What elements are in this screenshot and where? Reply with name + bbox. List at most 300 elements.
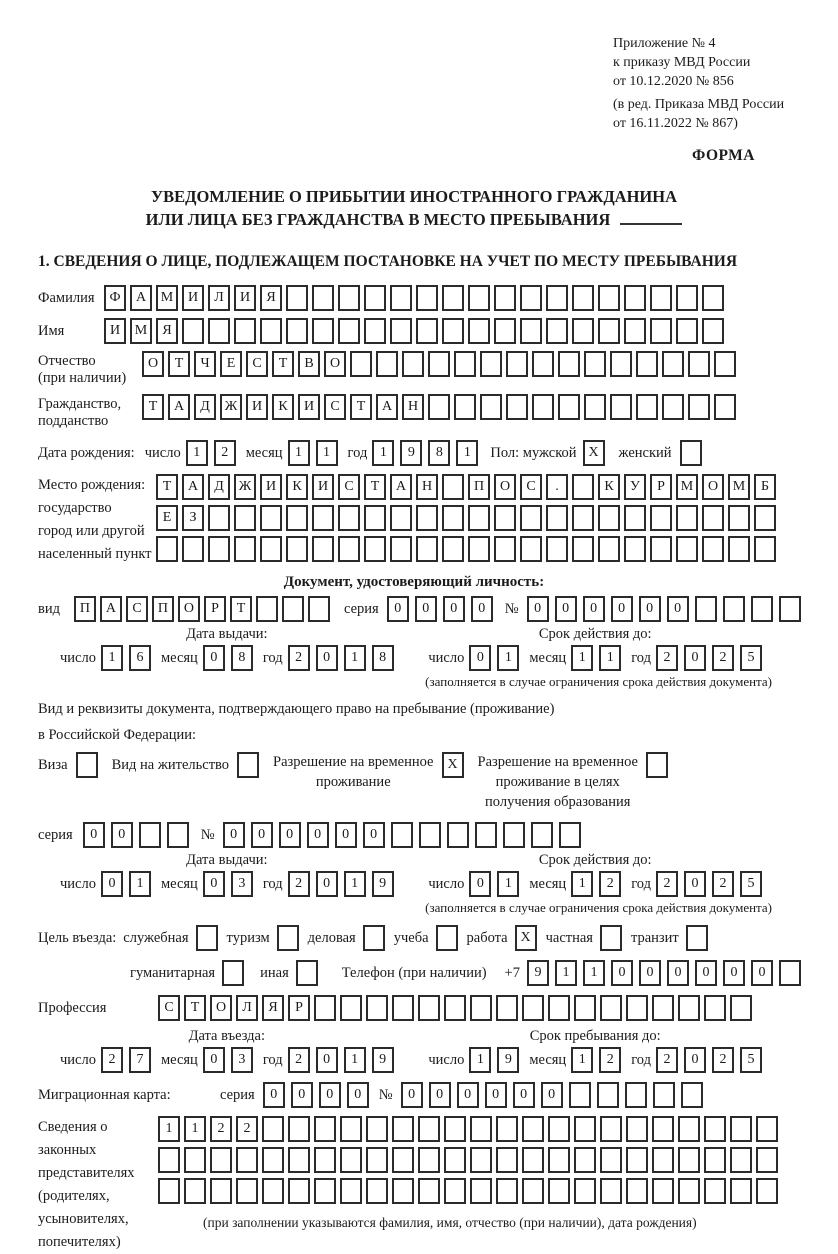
form-cell[interactable] — [338, 505, 360, 531]
form-cell[interactable] — [236, 1178, 258, 1204]
form-cell[interactable]: З — [182, 505, 204, 531]
form-cell[interactable]: Л — [236, 995, 258, 1021]
form-cell[interactable]: 0 — [429, 1082, 451, 1108]
form-cell[interactable]: 8 — [231, 645, 253, 671]
form-cell[interactable]: Ф — [104, 285, 126, 311]
form-cell[interactable] — [600, 1147, 622, 1173]
form-cell[interactable]: Е — [156, 505, 178, 531]
form-cell[interactable]: 1 — [344, 645, 366, 671]
form-cell[interactable] — [650, 505, 672, 531]
form-cell[interactable] — [480, 394, 502, 420]
form-cell[interactable] — [598, 505, 620, 531]
form-cell[interactable] — [625, 1082, 647, 1108]
form-cell[interactable]: Ж — [234, 474, 256, 500]
form-cell[interactable] — [624, 536, 646, 562]
form-cell[interactable]: 1 — [497, 871, 519, 897]
form-cell[interactable]: 0 — [111, 822, 133, 848]
form-cell[interactable] — [364, 318, 386, 344]
form-cell[interactable] — [680, 440, 702, 466]
form-cell[interactable]: 5 — [740, 871, 762, 897]
form-cell[interactable] — [260, 536, 282, 562]
residence-permit-checkbox[interactable] — [237, 752, 259, 778]
form-cell[interactable] — [652, 1147, 674, 1173]
form-cell[interactable]: Д — [194, 394, 216, 420]
form-cell[interactable] — [338, 318, 360, 344]
form-cell[interactable] — [350, 351, 372, 377]
form-cell[interactable]: 0 — [667, 960, 689, 986]
form-cell[interactable] — [167, 822, 189, 848]
form-cell[interactable] — [286, 285, 308, 311]
form-cell[interactable]: Я — [260, 285, 282, 311]
form-cell[interactable] — [522, 1116, 544, 1142]
form-cell[interactable]: В — [298, 351, 320, 377]
form-cell[interactable] — [390, 505, 412, 531]
form-cell[interactable] — [558, 394, 580, 420]
form-cell[interactable]: 0 — [279, 822, 301, 848]
form-cell[interactable]: 1 — [571, 871, 593, 897]
form-cell[interactable]: X — [583, 440, 605, 466]
form-cell[interactable]: 2 — [236, 1116, 258, 1142]
form-cell[interactable] — [442, 505, 464, 531]
form-cell[interactable] — [584, 394, 606, 420]
form-cell[interactable]: 5 — [740, 645, 762, 671]
form-cell[interactable] — [548, 1178, 570, 1204]
form-cell[interactable]: 0 — [316, 645, 338, 671]
form-cell[interactable] — [624, 285, 646, 311]
form-cell[interactable] — [676, 536, 698, 562]
form-cell[interactable] — [416, 536, 438, 562]
temp-residence-permit-checkbox[interactable] — [442, 752, 464, 778]
form-cell[interactable]: 0 — [611, 596, 633, 622]
form-cell[interactable] — [546, 536, 568, 562]
form-cell[interactable] — [600, 1178, 622, 1204]
form-cell[interactable]: О — [324, 351, 346, 377]
form-cell[interactable] — [340, 1178, 362, 1204]
form-cell[interactable] — [338, 536, 360, 562]
form-cell[interactable] — [520, 536, 542, 562]
form-cell[interactable]: О — [494, 474, 516, 500]
form-cell[interactable] — [506, 351, 528, 377]
form-cell[interactable] — [730, 995, 752, 1021]
form-cell[interactable]: 0 — [751, 960, 773, 986]
form-cell[interactable] — [468, 536, 490, 562]
form-cell[interactable] — [416, 505, 438, 531]
form-cell[interactable] — [662, 394, 684, 420]
form-cell[interactable]: 0 — [611, 960, 633, 986]
form-cell[interactable] — [494, 536, 516, 562]
form-cell[interactable]: Д — [208, 474, 230, 500]
form-cell[interactable] — [624, 318, 646, 344]
form-cell[interactable] — [522, 1178, 544, 1204]
form-cell[interactable] — [686, 925, 708, 951]
form-cell[interactable]: 0 — [469, 645, 491, 671]
form-cell[interactable]: А — [168, 394, 190, 420]
form-cell[interactable] — [76, 752, 98, 778]
form-cell[interactable]: 0 — [83, 822, 105, 848]
form-cell[interactable] — [494, 318, 516, 344]
form-cell[interactable] — [340, 1147, 362, 1173]
form-cell[interactable]: 1 — [497, 645, 519, 671]
form-cell[interactable]: Т — [364, 474, 386, 500]
edu-residence-permit-checkbox[interactable] — [646, 752, 668, 778]
form-cell[interactable] — [237, 752, 259, 778]
form-cell[interactable] — [496, 1147, 518, 1173]
form-cell[interactable]: 1 — [469, 1047, 491, 1073]
form-cell[interactable] — [312, 505, 334, 531]
form-cell[interactable] — [234, 318, 256, 344]
form-cell[interactable] — [650, 318, 672, 344]
form-cell[interactable] — [210, 1147, 232, 1173]
form-cell[interactable] — [468, 505, 490, 531]
form-cell[interactable]: 2 — [288, 871, 310, 897]
form-cell[interactable] — [522, 1147, 544, 1173]
form-cell[interactable]: И — [260, 474, 282, 500]
form-cell[interactable]: Б — [754, 474, 776, 500]
form-cell[interactable] — [676, 505, 698, 531]
form-cell[interactable] — [688, 394, 710, 420]
form-cell[interactable] — [454, 351, 476, 377]
form-cell[interactable] — [584, 351, 606, 377]
form-cell[interactable]: 9 — [497, 1047, 519, 1073]
form-cell[interactable]: С — [246, 351, 268, 377]
form-cell[interactable] — [338, 285, 360, 311]
form-cell[interactable]: 1 — [555, 960, 577, 986]
form-cell[interactable] — [548, 995, 570, 1021]
form-cell[interactable] — [468, 285, 490, 311]
form-cell[interactable] — [653, 1082, 675, 1108]
form-cell[interactable]: 2 — [656, 871, 678, 897]
form-cell[interactable] — [704, 1178, 726, 1204]
form-cell[interactable] — [418, 1116, 440, 1142]
form-cell[interactable]: 0 — [469, 871, 491, 897]
form-cell[interactable]: 0 — [684, 645, 706, 671]
form-cell[interactable] — [702, 285, 724, 311]
form-cell[interactable] — [475, 822, 497, 848]
form-cell[interactable]: П — [468, 474, 490, 500]
form-cell[interactable] — [756, 1178, 778, 1204]
purpose-transit-checkbox[interactable] — [686, 925, 708, 951]
form-cell[interactable] — [532, 394, 554, 420]
form-cell[interactable]: М — [728, 474, 750, 500]
form-cell[interactable] — [390, 536, 412, 562]
form-cell[interactable]: А — [130, 285, 152, 311]
form-cell[interactable]: 0 — [203, 645, 225, 671]
purpose-tourism-checkbox[interactable] — [277, 925, 299, 951]
form-cell[interactable] — [520, 318, 542, 344]
form-cell[interactable] — [714, 394, 736, 420]
form-cell[interactable] — [626, 1178, 648, 1204]
form-cell[interactable]: 2 — [101, 1047, 123, 1073]
form-cell[interactable]: М — [156, 285, 178, 311]
form-cell[interactable] — [364, 536, 386, 562]
form-cell[interactable]: 1 — [316, 440, 338, 466]
form-cell[interactable] — [262, 1147, 284, 1173]
form-cell[interactable]: 2 — [210, 1116, 232, 1142]
form-cell[interactable] — [288, 1147, 310, 1173]
form-cell[interactable] — [340, 1116, 362, 1142]
form-cell[interactable]: 2 — [599, 871, 621, 897]
form-cell[interactable]: И — [298, 394, 320, 420]
form-cell[interactable] — [598, 285, 620, 311]
form-cell[interactable]: И — [182, 285, 204, 311]
form-cell[interactable]: Я — [262, 995, 284, 1021]
form-cell[interactable]: А — [182, 474, 204, 500]
form-cell[interactable] — [158, 1147, 180, 1173]
form-cell[interactable]: . — [546, 474, 568, 500]
form-cell[interactable] — [754, 505, 776, 531]
form-cell[interactable] — [779, 960, 801, 986]
form-cell[interactable]: Н — [402, 394, 424, 420]
form-cell[interactable]: X — [515, 925, 537, 951]
form-cell[interactable] — [626, 1116, 648, 1142]
form-cell[interactable]: С — [338, 474, 360, 500]
form-cell[interactable]: 9 — [527, 960, 549, 986]
form-cell[interactable]: 2 — [656, 1047, 678, 1073]
form-cell[interactable] — [546, 318, 568, 344]
form-cell[interactable]: 0 — [401, 1082, 423, 1108]
form-cell[interactable] — [470, 995, 492, 1021]
form-cell[interactable]: 0 — [695, 960, 717, 986]
form-cell[interactable] — [256, 596, 278, 622]
form-cell[interactable] — [182, 318, 204, 344]
form-cell[interactable] — [314, 1147, 336, 1173]
form-cell[interactable] — [636, 351, 658, 377]
form-cell[interactable] — [662, 351, 684, 377]
form-cell[interactable]: 2 — [214, 440, 236, 466]
form-cell[interactable]: 0 — [223, 822, 245, 848]
form-cell[interactable]: О — [210, 995, 232, 1021]
form-cell[interactable]: 1 — [129, 871, 151, 897]
form-cell[interactable] — [676, 318, 698, 344]
form-cell[interactable]: 8 — [372, 645, 394, 671]
form-cell[interactable] — [652, 995, 674, 1021]
form-cell[interactable]: Т — [230, 596, 252, 622]
form-cell[interactable] — [610, 351, 632, 377]
form-cell[interactable]: А — [376, 394, 398, 420]
form-cell[interactable]: О — [702, 474, 724, 500]
form-cell[interactable]: 0 — [639, 596, 661, 622]
form-cell[interactable] — [546, 505, 568, 531]
form-cell[interactable]: 3 — [231, 871, 253, 897]
form-cell[interactable] — [312, 318, 334, 344]
form-cell[interactable]: Л — [208, 285, 230, 311]
form-cell[interactable]: 0 — [443, 596, 465, 622]
form-cell[interactable]: П — [152, 596, 174, 622]
form-cell[interactable] — [532, 351, 554, 377]
form-cell[interactable]: 0 — [639, 960, 661, 986]
form-cell[interactable]: П — [74, 596, 96, 622]
form-cell[interactable] — [260, 318, 282, 344]
form-cell[interactable]: 0 — [263, 1082, 285, 1108]
purpose-business-checkbox[interactable] — [363, 925, 385, 951]
form-cell[interactable] — [442, 536, 464, 562]
form-cell[interactable] — [468, 318, 490, 344]
form-cell[interactable] — [494, 285, 516, 311]
form-cell[interactable]: С — [520, 474, 542, 500]
form-cell[interactable]: 2 — [288, 1047, 310, 1073]
form-cell[interactable]: Т — [184, 995, 206, 1021]
form-cell[interactable] — [366, 1147, 388, 1173]
form-cell[interactable] — [756, 1147, 778, 1173]
form-cell[interactable]: X — [442, 752, 464, 778]
form-cell[interactable]: К — [272, 394, 294, 420]
form-cell[interactable] — [156, 536, 178, 562]
form-cell[interactable] — [286, 318, 308, 344]
form-cell[interactable] — [470, 1178, 492, 1204]
form-cell[interactable]: 1 — [571, 645, 593, 671]
form-cell[interactable] — [392, 1147, 414, 1173]
form-cell[interactable] — [574, 1178, 596, 1204]
purpose-humanitarian-checkbox[interactable] — [222, 960, 244, 986]
form-cell[interactable]: 1 — [571, 1047, 593, 1073]
form-cell[interactable] — [418, 1178, 440, 1204]
form-cell[interactable] — [730, 1116, 752, 1142]
form-cell[interactable]: 1 — [101, 645, 123, 671]
form-cell[interactable] — [418, 995, 440, 1021]
form-cell[interactable]: 0 — [203, 1047, 225, 1073]
form-cell[interactable] — [503, 822, 525, 848]
form-cell[interactable] — [723, 596, 745, 622]
form-cell[interactable] — [569, 1082, 591, 1108]
form-cell[interactable] — [626, 995, 648, 1021]
form-cell[interactable]: М — [130, 318, 152, 344]
form-cell[interactable] — [728, 505, 750, 531]
form-cell[interactable]: 2 — [712, 1047, 734, 1073]
form-cell[interactable]: 0 — [251, 822, 273, 848]
form-cell[interactable] — [222, 960, 244, 986]
form-cell[interactable] — [376, 351, 398, 377]
form-cell[interactable] — [366, 1178, 388, 1204]
form-cell[interactable] — [363, 925, 385, 951]
form-cell[interactable] — [288, 1178, 310, 1204]
form-cell[interactable]: 2 — [599, 1047, 621, 1073]
form-cell[interactable] — [286, 536, 308, 562]
form-cell[interactable] — [208, 318, 230, 344]
form-cell[interactable] — [436, 925, 458, 951]
form-cell[interactable] — [730, 1178, 752, 1204]
form-cell[interactable] — [496, 995, 518, 1021]
form-cell[interactable]: 0 — [485, 1082, 507, 1108]
form-cell[interactable] — [392, 1178, 414, 1204]
form-cell[interactable]: 0 — [415, 596, 437, 622]
form-cell[interactable]: 0 — [347, 1082, 369, 1108]
form-cell[interactable] — [366, 1116, 388, 1142]
form-cell[interactable] — [470, 1116, 492, 1142]
form-cell[interactable] — [442, 318, 464, 344]
form-cell[interactable]: Т — [156, 474, 178, 500]
form-cell[interactable]: 0 — [291, 1082, 313, 1108]
purpose-other-checkbox[interactable] — [296, 960, 318, 986]
form-cell[interactable] — [598, 536, 620, 562]
form-cell[interactable] — [366, 995, 388, 1021]
form-cell[interactable] — [260, 505, 282, 531]
form-cell[interactable] — [392, 995, 414, 1021]
form-cell[interactable] — [496, 1178, 518, 1204]
form-cell[interactable] — [572, 536, 594, 562]
form-cell[interactable] — [314, 1116, 336, 1142]
form-cell[interactable]: 0 — [316, 1047, 338, 1073]
form-cell[interactable] — [184, 1178, 206, 1204]
form-cell[interactable] — [646, 752, 668, 778]
form-cell[interactable] — [702, 318, 724, 344]
form-cell[interactable]: К — [598, 474, 620, 500]
form-cell[interactable] — [391, 822, 413, 848]
form-cell[interactable] — [234, 536, 256, 562]
form-cell[interactable]: Т — [350, 394, 372, 420]
form-cell[interactable] — [695, 596, 717, 622]
form-cell[interactable] — [572, 505, 594, 531]
form-cell[interactable] — [286, 505, 308, 531]
form-cell[interactable] — [574, 1147, 596, 1173]
form-cell[interactable] — [419, 822, 441, 848]
form-cell[interactable] — [704, 995, 726, 1021]
form-cell[interactable] — [262, 1178, 284, 1204]
form-cell[interactable] — [139, 822, 161, 848]
form-cell[interactable]: Я — [156, 318, 178, 344]
form-cell[interactable]: 0 — [541, 1082, 563, 1108]
form-cell[interactable]: 1 — [456, 440, 478, 466]
form-cell[interactable] — [626, 1147, 648, 1173]
form-cell[interactable]: 9 — [372, 1047, 394, 1073]
form-cell[interactable] — [296, 960, 318, 986]
form-cell[interactable] — [520, 285, 542, 311]
form-cell[interactable]: А — [100, 596, 122, 622]
form-cell[interactable] — [548, 1147, 570, 1173]
form-cell[interactable]: А — [390, 474, 412, 500]
form-cell[interactable] — [520, 505, 542, 531]
form-cell[interactable] — [559, 822, 581, 848]
form-cell[interactable] — [714, 351, 736, 377]
form-cell[interactable] — [676, 285, 698, 311]
form-cell[interactable]: 0 — [457, 1082, 479, 1108]
form-cell[interactable] — [402, 351, 424, 377]
form-cell[interactable]: 1 — [372, 440, 394, 466]
form-cell[interactable] — [416, 285, 438, 311]
form-cell[interactable]: Р — [288, 995, 310, 1021]
form-cell[interactable] — [392, 1116, 414, 1142]
form-cell[interactable]: 0 — [527, 596, 549, 622]
visa-checkbox[interactable] — [76, 752, 98, 778]
form-cell[interactable] — [418, 1147, 440, 1173]
form-cell[interactable]: С — [158, 995, 180, 1021]
form-cell[interactable]: И — [234, 285, 256, 311]
form-cell[interactable] — [314, 995, 336, 1021]
form-cell[interactable]: 0 — [555, 596, 577, 622]
form-cell[interactable] — [704, 1147, 726, 1173]
form-cell[interactable]: 1 — [599, 645, 621, 671]
form-cell[interactable] — [442, 285, 464, 311]
form-cell[interactable]: И — [312, 474, 334, 500]
form-cell[interactable] — [184, 1147, 206, 1173]
form-cell[interactable] — [282, 596, 304, 622]
form-cell[interactable]: 0 — [684, 871, 706, 897]
form-cell[interactable] — [624, 505, 646, 531]
form-cell[interactable]: 3 — [231, 1047, 253, 1073]
form-cell[interactable]: М — [676, 474, 698, 500]
form-cell[interactable] — [600, 1116, 622, 1142]
form-cell[interactable]: О — [178, 596, 200, 622]
form-cell[interactable] — [480, 351, 502, 377]
form-cell[interactable]: 0 — [363, 822, 385, 848]
form-cell[interactable]: 1 — [344, 871, 366, 897]
form-cell[interactable] — [506, 394, 528, 420]
form-cell[interactable] — [688, 351, 710, 377]
form-cell[interactable] — [208, 536, 230, 562]
form-cell[interactable] — [546, 285, 568, 311]
form-cell[interactable] — [728, 536, 750, 562]
form-cell[interactable] — [751, 596, 773, 622]
form-cell[interactable] — [531, 822, 553, 848]
